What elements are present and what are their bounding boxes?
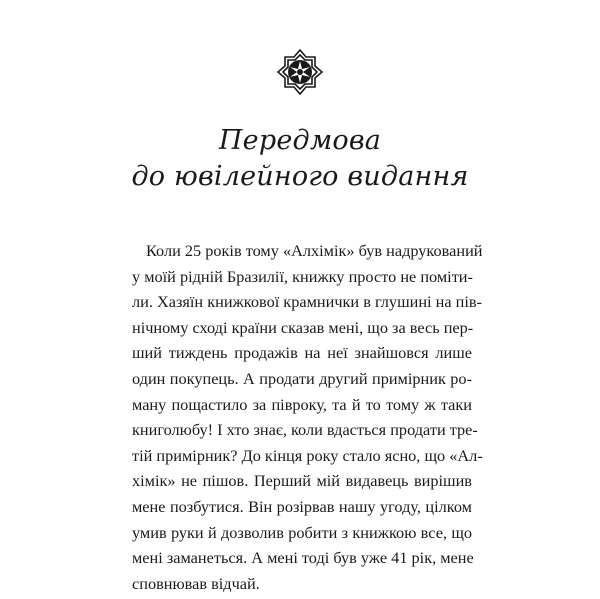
body-paragraph xyxy=(132,238,483,596)
text-line: ману пощастило за півроку, та й то тому ж таки xyxy=(132,394,472,414)
text-line: умив руки й дозволив робити з книжкою все, що xyxy=(132,522,472,542)
page-title-line-2: до ювілейного видання xyxy=(131,161,469,192)
text-line: один покупець. А продати другий примірник ро- xyxy=(132,368,472,388)
text-line: хімік» не пішов. Перший мій видавець вирішив xyxy=(132,471,472,491)
text-line: мене позбутися. Він розірвав нашу угоду, цілком xyxy=(132,496,472,516)
text-line: тій примірник? До кінця року стало ясно, що «Ал- xyxy=(132,445,483,465)
page-title-line-1: Передмова xyxy=(218,125,382,156)
text-line: сповнював відчай. xyxy=(132,573,260,593)
text-line: книголюбу! І хто знає, коли вдасться продати тре- xyxy=(132,420,478,440)
star-mandala-icon xyxy=(276,48,324,96)
text-line: Коли 25 років тому «Алхімік» був надрукований xyxy=(146,241,483,260)
text-line: ший тиждень продажів на неї знайшовся лише xyxy=(132,343,472,363)
text-line: мені заманеться. А мені тоді був уже 41 рік, мене xyxy=(132,548,474,568)
text-line: у моїй рідній Бразилії, книжку просто не поміти- xyxy=(132,266,473,286)
text-line: нічному сході країни сказав мені, що за весь пер- xyxy=(132,317,474,337)
text-line: ли. Хазяїн книжкової крамнички в глушині на пів- xyxy=(132,292,482,312)
